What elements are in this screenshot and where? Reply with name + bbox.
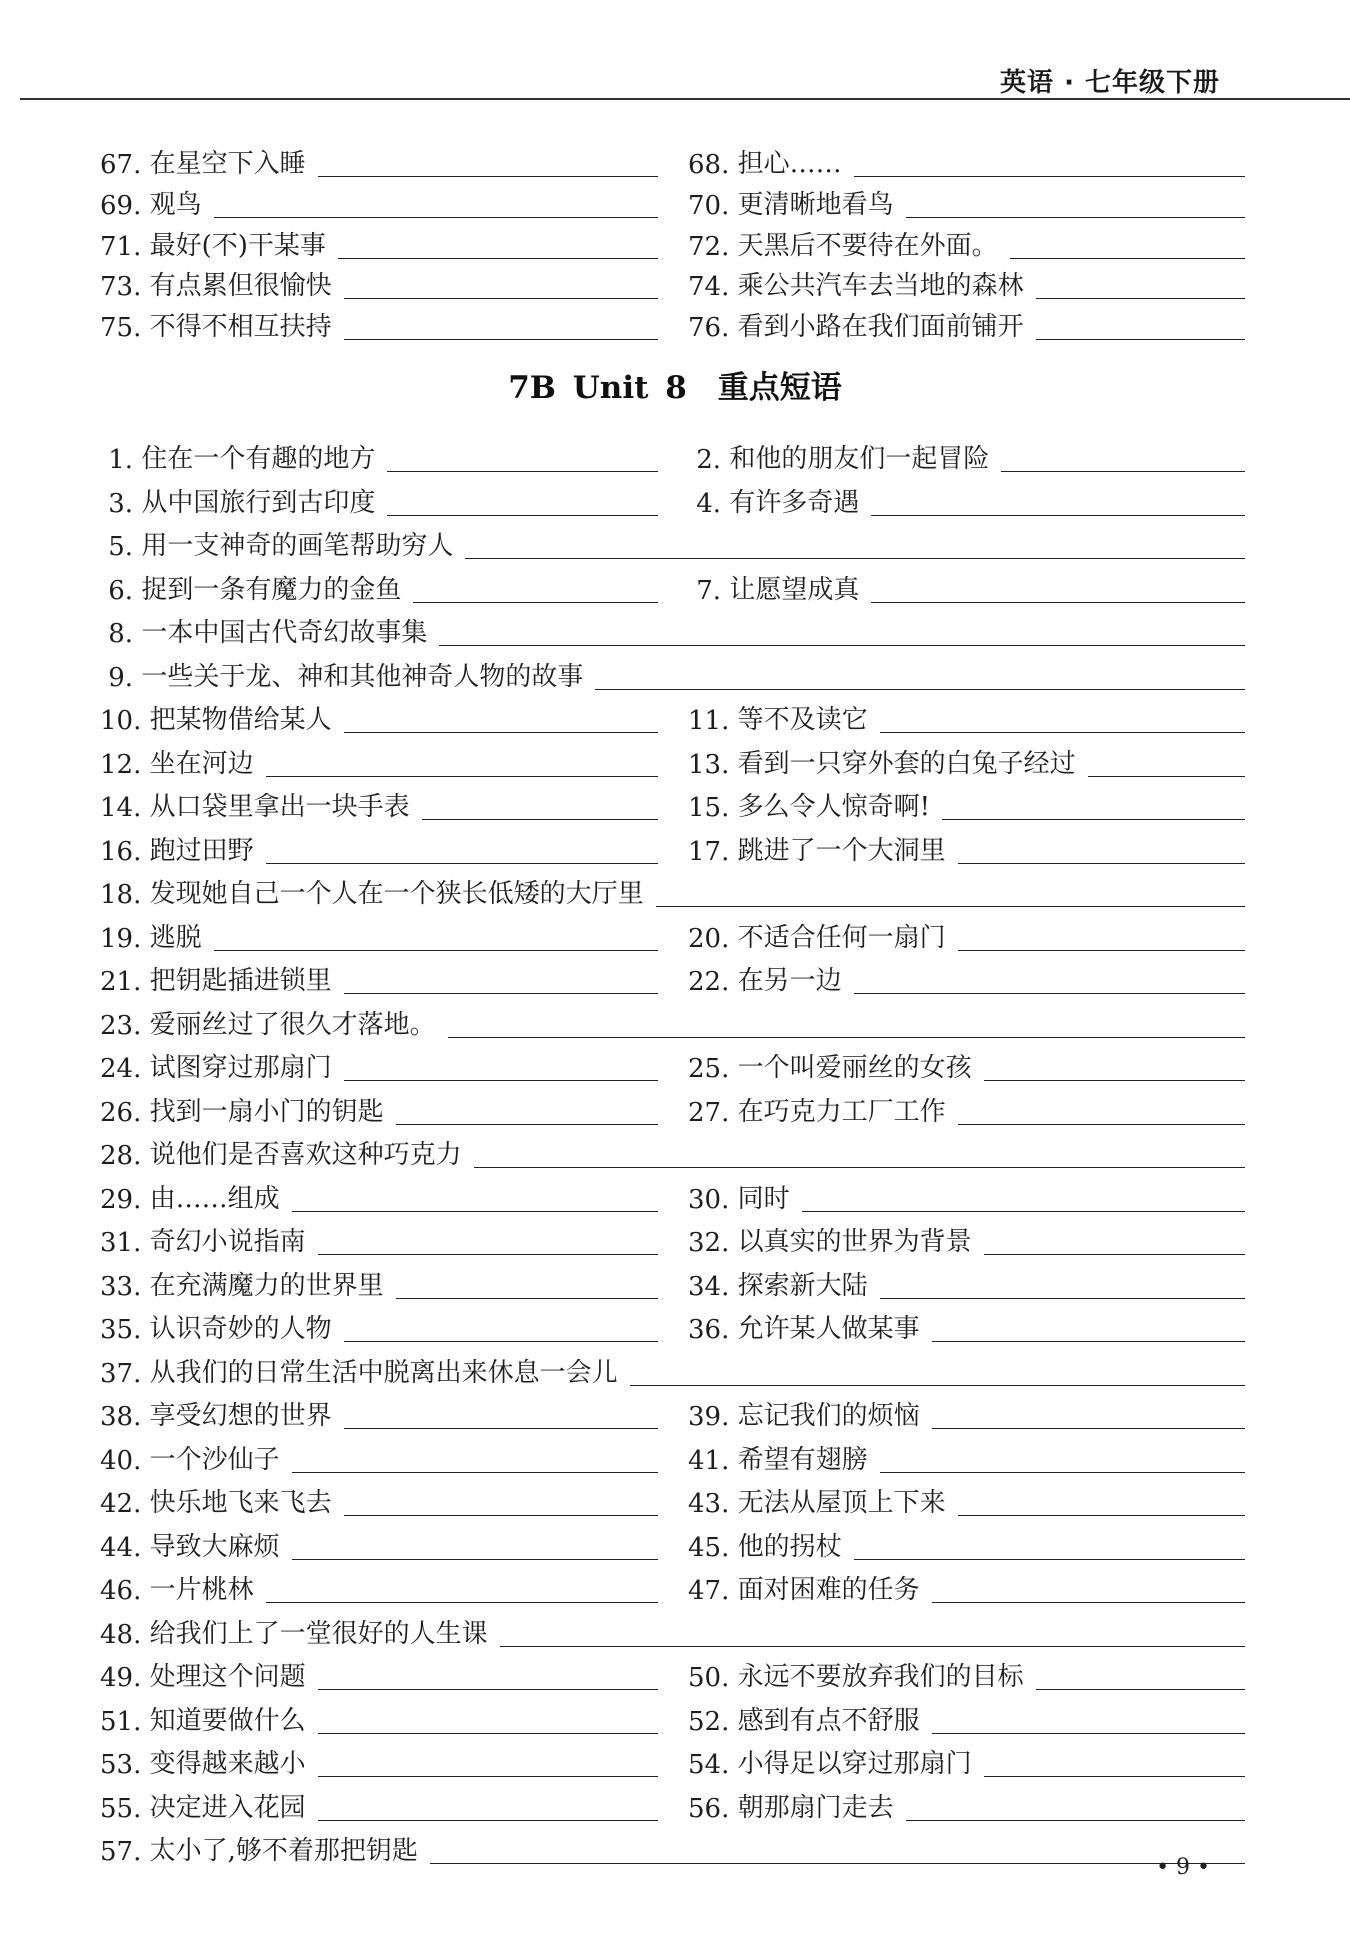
item-prompt: 从中国旅行到古印度 bbox=[141, 487, 376, 518]
item-number: 70. bbox=[688, 190, 738, 221]
item-number: 38. bbox=[100, 1402, 150, 1432]
item-prompt: 决定进入花园 bbox=[149, 1792, 306, 1823]
exercise-item bbox=[688, 1697, 1245, 1737]
item-prompt: 以真实的世界为背景 bbox=[737, 1227, 972, 1257]
item-prompt: 住在一个有趣的地方 bbox=[141, 444, 376, 474]
item-prompt: 太小了,够不着那把钥匙 bbox=[149, 1836, 418, 1866]
item-number: 22. bbox=[688, 967, 738, 997]
exercise-item bbox=[688, 1523, 1245, 1563]
item-number: 36. bbox=[688, 1315, 738, 1345]
item-number: 11. bbox=[688, 706, 738, 736]
exercise-item bbox=[100, 262, 658, 302]
item-prompt: 快乐地飞来飞去 bbox=[149, 1488, 332, 1518]
answer-blank[interactable] bbox=[942, 818, 1245, 820]
answer-blank[interactable] bbox=[266, 775, 658, 777]
exercise-item bbox=[100, 1262, 658, 1302]
answer-blank[interactable] bbox=[413, 601, 658, 603]
item-number: 14. bbox=[100, 793, 150, 823]
item-prompt: 有点累但很愉快 bbox=[149, 271, 332, 302]
item-number: 26. bbox=[100, 1097, 150, 1128]
item-prompt: 一些关于龙、神和其他神奇人物的故事 bbox=[141, 661, 584, 692]
answer-blank[interactable] bbox=[439, 644, 1245, 646]
item-prompt: 同时 bbox=[737, 1183, 790, 1214]
answer-blank[interactable] bbox=[984, 1079, 1245, 1081]
answer-blank[interactable] bbox=[932, 1340, 1245, 1342]
exercise-item bbox=[688, 827, 1245, 867]
item-prompt: 乘公共汽车去当地的森林 bbox=[737, 271, 1024, 302]
item-prompt: 享受幻想的世界 bbox=[149, 1401, 332, 1431]
item-prompt: 观鸟 bbox=[149, 189, 202, 220]
answer-blank[interactable] bbox=[1036, 297, 1245, 299]
exercise-item bbox=[688, 1784, 1245, 1824]
exercise-item bbox=[100, 914, 658, 954]
exercise-item bbox=[688, 262, 1245, 302]
item-number: 30. bbox=[688, 1184, 738, 1215]
answer-blank[interactable] bbox=[344, 992, 658, 994]
exercise-item bbox=[688, 566, 1245, 606]
item-number: 49. bbox=[100, 1663, 150, 1693]
answer-blank[interactable] bbox=[465, 557, 1245, 559]
answer-blank[interactable] bbox=[500, 1645, 1245, 1647]
item-prompt: 奇幻小说指南 bbox=[149, 1227, 306, 1257]
item-number: 12. bbox=[100, 749, 150, 780]
exercise-item bbox=[688, 783, 1245, 823]
answer-blank[interactable] bbox=[854, 1558, 1245, 1560]
item-number: 21. bbox=[100, 967, 150, 997]
item-number: 7. bbox=[688, 575, 730, 606]
item-number: 31. bbox=[100, 1228, 150, 1258]
exercise-item bbox=[100, 1523, 658, 1563]
answer-blank[interactable] bbox=[871, 601, 1245, 603]
exercise-item bbox=[100, 1392, 658, 1432]
item-prompt: 允许某人做某事 bbox=[737, 1314, 920, 1344]
item-prompt: 找到一扇小门的钥匙 bbox=[149, 1096, 384, 1127]
item-number: 56. bbox=[688, 1793, 738, 1824]
exercise-item bbox=[688, 1740, 1245, 1780]
item-prompt: 等不及读它 bbox=[737, 705, 868, 735]
answer-blank[interactable] bbox=[344, 1514, 658, 1516]
item-prompt: 一片桃林 bbox=[149, 1575, 254, 1605]
section-title: 7B Unit 8 重点短语 bbox=[508, 370, 842, 406]
answer-blank[interactable] bbox=[958, 1123, 1245, 1125]
exercise-item bbox=[688, 435, 1245, 475]
answer-blank[interactable] bbox=[396, 1123, 658, 1125]
answer-blank[interactable] bbox=[344, 338, 658, 340]
item-prompt: 朝那扇门走去 bbox=[737, 1792, 894, 1823]
answer-blank[interactable] bbox=[595, 688, 1245, 690]
exercise-item bbox=[100, 1566, 658, 1606]
answer-blank[interactable] bbox=[984, 1253, 1245, 1255]
item-number: 51. bbox=[100, 1706, 150, 1737]
item-prompt: 忘记我们的烦恼 bbox=[737, 1401, 920, 1431]
exercise-item bbox=[100, 653, 1245, 693]
exercise-item bbox=[100, 1218, 658, 1258]
exercise-item bbox=[688, 1653, 1245, 1693]
item-prompt: 感到有点不舒服 bbox=[737, 1705, 920, 1736]
item-prompt: 爱丽丝过了很久才落地。 bbox=[149, 1009, 436, 1040]
item-number: 10. bbox=[100, 706, 150, 736]
answer-blank[interactable] bbox=[344, 1340, 658, 1342]
answer-blank[interactable] bbox=[1036, 1688, 1245, 1690]
item-number: 40. bbox=[100, 1445, 150, 1476]
item-number: 44. bbox=[100, 1532, 150, 1563]
item-number: 67. bbox=[100, 150, 150, 180]
exercise-item bbox=[688, 914, 1245, 954]
answer-blank[interactable] bbox=[958, 1514, 1245, 1516]
exercise-item bbox=[100, 1479, 658, 1519]
answer-blank[interactable] bbox=[802, 1210, 1245, 1212]
answer-blank[interactable] bbox=[984, 1775, 1245, 1777]
exercise-item bbox=[100, 1784, 658, 1824]
item-number: 16. bbox=[100, 836, 150, 867]
item-prompt: 坐在河边 bbox=[149, 748, 254, 779]
item-prompt: 更清晰地看鸟 bbox=[737, 189, 894, 220]
answer-blank[interactable] bbox=[871, 514, 1245, 516]
item-prompt: 把某物借给某人 bbox=[149, 705, 332, 735]
item-number: 35. bbox=[100, 1315, 150, 1345]
exercise-item bbox=[100, 609, 1245, 649]
item-number: 45. bbox=[688, 1532, 738, 1563]
item-number: 73. bbox=[100, 272, 150, 303]
exercise-item bbox=[100, 957, 658, 997]
item-prompt: 认识奇妙的人物 bbox=[149, 1314, 332, 1344]
exercise-item bbox=[100, 1044, 658, 1084]
item-prompt: 导致大麻烦 bbox=[149, 1531, 280, 1562]
exercise-item bbox=[100, 222, 658, 262]
item-number: 69. bbox=[100, 190, 150, 221]
item-number: 54. bbox=[688, 1750, 738, 1780]
exercise-item bbox=[100, 870, 1245, 910]
answer-blank[interactable] bbox=[854, 992, 1245, 994]
answer-blank[interactable] bbox=[474, 1166, 1245, 1168]
item-prompt: 有许多奇遇 bbox=[729, 487, 860, 518]
answer-blank[interactable] bbox=[214, 949, 658, 951]
item-prompt: 最好(不)干某事 bbox=[149, 230, 326, 261]
item-prompt: 由……组成 bbox=[149, 1183, 280, 1214]
item-prompt: 给我们上了一堂很好的人生课 bbox=[149, 1618, 488, 1649]
item-prompt: 永远不要放弃我们的目标 bbox=[737, 1662, 1024, 1692]
exercise-item bbox=[688, 740, 1245, 780]
exercise-item bbox=[100, 783, 658, 823]
exercise-item bbox=[688, 1218, 1245, 1258]
answer-blank[interactable] bbox=[266, 1601, 658, 1603]
answer-blank[interactable] bbox=[1088, 775, 1245, 777]
item-prompt: 小得足以穿过那扇门 bbox=[737, 1749, 972, 1779]
item-prompt: 在另一边 bbox=[737, 966, 842, 996]
item-number: 24. bbox=[100, 1054, 150, 1084]
item-prompt: 变得越来越小 bbox=[149, 1749, 306, 1779]
exercise-item bbox=[688, 1392, 1245, 1432]
item-prompt: 不适合任何一扇门 bbox=[737, 922, 946, 953]
answer-blank[interactable] bbox=[958, 862, 1245, 864]
item-number: 28. bbox=[100, 1141, 150, 1171]
item-prompt: 捉到一条有魔力的金鱼 bbox=[141, 574, 402, 605]
exercise-item bbox=[100, 1827, 1245, 1867]
item-number: 4. bbox=[688, 488, 730, 519]
answer-blank[interactable] bbox=[396, 1297, 658, 1299]
exercise-item bbox=[100, 435, 658, 475]
answer-blank[interactable] bbox=[318, 1732, 658, 1734]
answer-blank[interactable] bbox=[344, 731, 658, 733]
item-prompt: 一本中国古代奇幻故事集 bbox=[141, 618, 428, 648]
answer-blank[interactable] bbox=[318, 1819, 658, 1821]
item-number: 68. bbox=[688, 150, 738, 180]
header-rule bbox=[20, 98, 1350, 100]
exercise-item bbox=[100, 1131, 1245, 1171]
answer-blank[interactable] bbox=[344, 1427, 658, 1429]
exercise-item bbox=[688, 1175, 1245, 1215]
exercise-item bbox=[100, 827, 658, 867]
item-number: 46. bbox=[100, 1576, 150, 1606]
exercise-item bbox=[688, 181, 1245, 221]
item-prompt: 说他们是否喜欢这种巧克力 bbox=[149, 1140, 462, 1170]
exercise-item bbox=[688, 1305, 1245, 1345]
page-header bbox=[0, 0, 1350, 100]
item-prompt: 无法从屋顶上下来 bbox=[737, 1488, 946, 1518]
answer-blank[interactable] bbox=[1010, 257, 1245, 259]
answer-blank[interactable] bbox=[854, 175, 1245, 177]
answer-blank[interactable] bbox=[387, 470, 658, 472]
answer-blank[interactable] bbox=[266, 862, 658, 864]
item-number: 42. bbox=[100, 1489, 150, 1519]
item-number: 27. bbox=[688, 1097, 738, 1128]
item-number: 55. bbox=[100, 1793, 150, 1824]
item-number: 33. bbox=[100, 1271, 150, 1302]
answer-blank[interactable] bbox=[932, 1601, 1245, 1603]
item-number: 19. bbox=[100, 923, 150, 954]
item-number: 20. bbox=[688, 923, 738, 954]
item-prompt: 多么令人惊奇啊! bbox=[737, 792, 931, 822]
answer-blank[interactable] bbox=[318, 1253, 658, 1255]
item-prompt: 看到一只穿外套的白兔子经过 bbox=[737, 748, 1076, 779]
item-prompt: 在星空下入睡 bbox=[149, 149, 306, 179]
item-number: 23. bbox=[100, 1010, 150, 1041]
answer-blank[interactable] bbox=[448, 1036, 1245, 1038]
exercise-item bbox=[100, 1175, 658, 1215]
exercise-item bbox=[100, 522, 1245, 562]
item-prompt: 用一支神奇的画笔帮助穷人 bbox=[141, 531, 454, 561]
exercise-item bbox=[100, 1349, 1245, 1389]
exercise-item bbox=[688, 1262, 1245, 1302]
exercise-item bbox=[688, 1088, 1245, 1128]
item-number: 34. bbox=[688, 1271, 738, 1302]
item-number: 32. bbox=[688, 1228, 738, 1258]
item-number: 6. bbox=[100, 575, 142, 606]
exercise-item bbox=[688, 479, 1245, 519]
answer-blank[interactable] bbox=[422, 818, 658, 820]
item-number: 37. bbox=[100, 1358, 150, 1389]
item-prompt: 在充满魔力的世界里 bbox=[149, 1270, 384, 1301]
answer-blank[interactable] bbox=[932, 1732, 1245, 1734]
item-number: 2. bbox=[688, 445, 730, 475]
item-number: 48. bbox=[100, 1619, 150, 1650]
item-prompt: 处理这个问题 bbox=[149, 1662, 306, 1692]
exercise-item bbox=[100, 479, 658, 519]
answer-blank[interactable] bbox=[292, 1471, 658, 1473]
item-prompt: 面对困难的任务 bbox=[737, 1575, 920, 1605]
item-number: 1. bbox=[100, 445, 142, 475]
page-number: • 9 • bbox=[1156, 1855, 1210, 1880]
item-number: 39. bbox=[688, 1402, 738, 1432]
answer-blank[interactable] bbox=[214, 216, 658, 218]
item-prompt: 一个沙仙子 bbox=[149, 1444, 280, 1475]
item-prompt: 不得不相互扶持 bbox=[149, 312, 332, 342]
item-prompt: 跳进了一个大洞里 bbox=[737, 835, 946, 866]
item-number: 15. bbox=[688, 793, 738, 823]
exercise-item bbox=[100, 1610, 1245, 1650]
exercise-item bbox=[100, 1697, 658, 1737]
answer-blank[interactable] bbox=[1001, 470, 1245, 472]
exercise-item bbox=[100, 1653, 658, 1693]
item-number: 29. bbox=[100, 1184, 150, 1215]
item-prompt: 逃脱 bbox=[149, 922, 202, 953]
exercise-item bbox=[688, 1436, 1245, 1476]
item-number: 52. bbox=[688, 1706, 738, 1737]
answer-blank[interactable] bbox=[880, 731, 1245, 733]
item-prompt: 从我们的日常生活中脱离出来休息一会儿 bbox=[149, 1357, 618, 1388]
answer-blank[interactable] bbox=[880, 1471, 1245, 1473]
item-number: 5. bbox=[100, 532, 142, 562]
answer-blank[interactable] bbox=[630, 1384, 1245, 1386]
item-number: 17. bbox=[688, 836, 738, 867]
item-prompt: 知道要做什么 bbox=[149, 1705, 306, 1736]
exercise-item bbox=[688, 222, 1245, 262]
exercise-item bbox=[100, 181, 658, 221]
exercise-item bbox=[688, 1479, 1245, 1519]
item-number: 13. bbox=[688, 749, 738, 780]
item-number: 57. bbox=[100, 1837, 150, 1867]
item-number: 71. bbox=[100, 231, 150, 262]
answer-blank[interactable] bbox=[906, 1819, 1245, 1821]
item-prompt: 担心…… bbox=[737, 149, 842, 179]
answer-blank[interactable] bbox=[338, 257, 658, 259]
exercise-item bbox=[688, 140, 1245, 180]
item-number: 53. bbox=[100, 1750, 150, 1780]
item-number: 41. bbox=[688, 1445, 738, 1476]
item-number: 8. bbox=[100, 619, 142, 649]
answer-blank[interactable] bbox=[387, 514, 658, 516]
item-number: 76. bbox=[688, 313, 738, 343]
answer-blank[interactable] bbox=[430, 1862, 1245, 1864]
exercise-item bbox=[100, 740, 658, 780]
item-number: 72. bbox=[688, 231, 738, 262]
exercise-item bbox=[100, 1740, 658, 1780]
exercise-item bbox=[100, 566, 658, 606]
answer-blank[interactable] bbox=[318, 1688, 658, 1690]
item-prompt: 试图穿过那扇门 bbox=[149, 1053, 332, 1083]
item-prompt: 跑过田野 bbox=[149, 835, 254, 866]
item-number: 50. bbox=[688, 1663, 738, 1693]
answer-blank[interactable] bbox=[958, 949, 1245, 951]
answer-blank[interactable] bbox=[656, 905, 1245, 907]
item-prompt: 在巧克力工厂工作 bbox=[737, 1096, 946, 1127]
exercise-item bbox=[100, 696, 658, 736]
item-prompt: 他的拐杖 bbox=[737, 1531, 842, 1562]
answer-blank[interactable] bbox=[318, 175, 658, 177]
exercise-item bbox=[688, 957, 1245, 997]
item-number: 75. bbox=[100, 313, 150, 343]
item-prompt: 发现她自己一个人在一个狭长低矮的大厅里 bbox=[149, 879, 644, 909]
item-number: 3. bbox=[100, 488, 142, 519]
item-prompt: 把钥匙插进锁里 bbox=[149, 966, 332, 996]
item-prompt: 从口袋里拿出一块手表 bbox=[149, 792, 410, 822]
answer-blank[interactable] bbox=[292, 1558, 658, 1560]
answer-blank[interactable] bbox=[318, 1775, 658, 1777]
item-number: 43. bbox=[688, 1489, 738, 1519]
answer-blank[interactable] bbox=[344, 297, 658, 299]
item-number: 47. bbox=[688, 1576, 738, 1606]
item-number: 18. bbox=[100, 880, 150, 910]
exercise-item bbox=[688, 1044, 1245, 1084]
answer-blank[interactable] bbox=[932, 1427, 1245, 1429]
exercise-item bbox=[688, 303, 1245, 343]
answer-blank[interactable] bbox=[292, 1210, 658, 1212]
exercise-item bbox=[100, 1088, 658, 1128]
item-number: 74. bbox=[688, 272, 738, 303]
exercise-item bbox=[100, 1305, 658, 1345]
answer-blank[interactable] bbox=[906, 216, 1245, 218]
item-prompt: 天黑后不要待在外面。 bbox=[737, 230, 998, 261]
item-prompt: 看到小路在我们面前铺开 bbox=[737, 312, 1024, 342]
item-prompt: 让愿望成真 bbox=[729, 574, 860, 605]
item-prompt: 和他的朋友们一起冒险 bbox=[729, 444, 990, 474]
item-prompt: 一个叫爱丽丝的女孩 bbox=[737, 1053, 972, 1083]
item-prompt: 希望有翅膀 bbox=[737, 1444, 868, 1475]
exercise-item bbox=[100, 140, 658, 180]
header-title: 英语 · 七年级下册 bbox=[1000, 68, 1220, 98]
answer-blank[interactable] bbox=[1036, 338, 1245, 340]
item-prompt: 探索新大陆 bbox=[737, 1270, 868, 1301]
item-number: 25. bbox=[688, 1054, 738, 1084]
exercise-item bbox=[688, 696, 1245, 736]
exercise-item bbox=[100, 1001, 1245, 1041]
answer-blank[interactable] bbox=[344, 1079, 658, 1081]
exercise-item bbox=[100, 303, 658, 343]
exercise-item bbox=[688, 1566, 1245, 1606]
item-number: 9. bbox=[100, 662, 142, 693]
exercise-item bbox=[100, 1436, 658, 1476]
answer-blank[interactable] bbox=[880, 1297, 1245, 1299]
